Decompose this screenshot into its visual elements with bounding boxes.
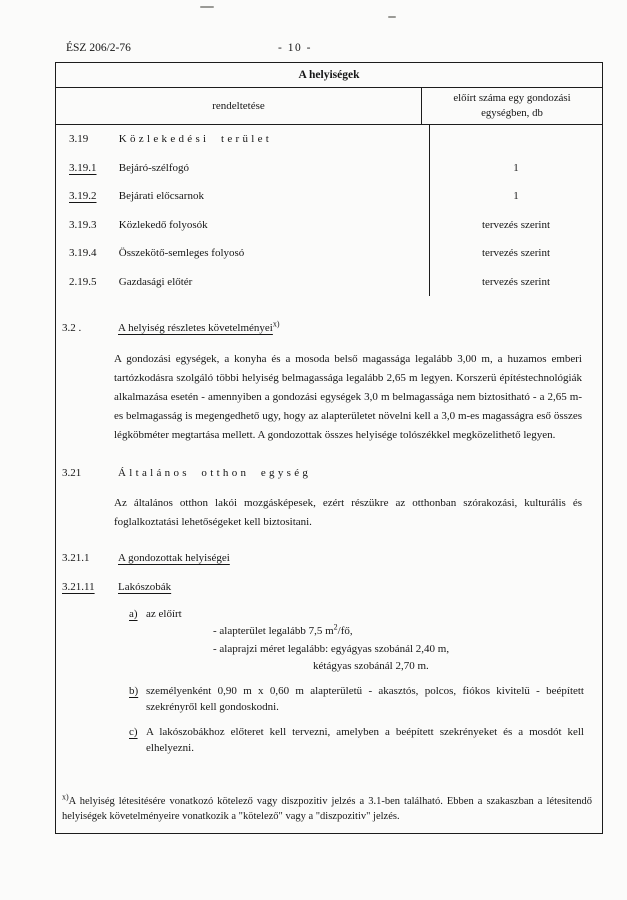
section-title: Lakószobák [118,581,172,594]
sub-item: - alaprajzi méret legalább: egyágyas szobánál 2,40 m, [213,642,450,655]
section-title: Általános otthon egység [118,466,312,479]
list-item-c [129,724,588,757]
row-purpose-cell [56,239,429,268]
doc-number: ÉSZ 206/2-76 [66,42,131,54]
section-number: 3.2 . [62,322,82,335]
row-value: 1 [513,190,519,203]
table-title: A helyiségek [56,63,602,88]
section-3-2-heading [62,320,588,337]
row-label: Gazdasági előtér [118,275,193,288]
row-label: Bejáró-szélfogó [118,161,189,174]
table-row [56,154,602,183]
section-number: 3.21.11 [62,581,95,594]
table-row [56,239,602,268]
section-number: 3.21.1 [62,551,90,564]
item-text: az előírt [146,607,182,620]
table-row [56,182,602,211]
section-3-21-heading [62,465,588,482]
footnote-text: A helyiség létesitésére vonatkozó kötelező vagy diszpozitiv jelzés a 3.1-ben található. Ebben a szakaszban a létesitendő helyiségek követelményeire vonatkozik a "kötelező" vagy a "diszpozitiv" jelzés. [62,795,592,823]
item-marker: c) [129,725,138,738]
page-number: - 10 - [278,42,312,54]
col-header-purpose: rendeltetése [212,100,265,113]
requirements-list [129,606,588,757]
row-value: tervezés szerint [481,275,551,288]
section-3-21-paragraph: Az általános otthon lakói mozgásképesek, ezért részükre az otthonban szórakozási, kulturális és foglalkoztatási lehetőségeket kell biztositani. [114,497,582,528]
row-label: Összekötő-semleges folyosó [118,247,245,260]
table-row [56,268,602,297]
row-number: 3.19 [69,133,89,146]
sub-item [213,623,588,640]
row-number: 3.19.4 [69,247,97,260]
section-number: 3.21 [62,466,82,479]
section-3-2-paragraph: A gondozási egységek, a konyha és a mosoda belső magassága legalább 3,00 m, a huzamos emberi tartózkodásra szolgáló többi helyiség belmagassága legalább 2,65 m legyen. Korszerü építéstechnológiák alkalmazása esetén - amennyiben a gondozási egységek 3,0 m belmagassága nem biztositható - a 2,65 m-es belmagasság is megengedhető ugy, hogy az alapterületet növelni kell a 3,0 m-es magasságra eső összes légköbméter megtartása mellett. A gondozottak összes helyisége tolószékkel megközelithető legyen. [114,352,582,441]
list-item-a [129,606,588,623]
row-value-cell [429,268,602,297]
row-number: 2.19.5 [69,275,97,288]
row-purpose-cell [56,268,429,297]
row-purpose-cell [56,182,429,211]
document-body [56,296,602,756]
footnote [56,788,602,834]
item-text: A lakószobákhoz előteret kell tervezni, amelyben a beépített szekrényeket és a mosdót kell elhelyezni. [146,725,584,755]
scan-artifact [388,16,396,18]
section-title: A gondozottak helyiségei [118,551,230,564]
row-purpose-cell [56,125,429,154]
sub-item-text: /fő, [337,625,353,638]
row-value-cell [429,154,602,183]
scan-artifact [200,6,214,8]
table-row [56,211,602,240]
sub-item-text: - alapterület legalább 7,5 m [213,625,334,638]
row-purpose-cell [56,154,429,183]
table-header-row [56,88,602,125]
row-number: 3.19.3 [69,218,97,231]
row-label: Bejárati előcsarnok [118,190,204,203]
row-value-cell [429,182,602,211]
table-row [56,125,602,154]
row-number: 3.19.2 [69,190,97,203]
superscript: 2 [333,622,338,632]
content-box [55,62,603,834]
row-value-cell [429,239,602,268]
col-header-quantity: előírt száma egy gondozási egységben, db [421,88,602,124]
section-title: A helyiség részletes követelményei [118,322,273,335]
row-value: 1 [513,161,519,174]
page-header [0,42,627,60]
item-text: személyenként 0,90 m x 0,60 m alapterületü - akasztós, polcos, fiókos kivitelü - beépített szekrényről kell gondoskodni. [146,684,584,714]
row-label: Közlekedő folyosók [118,218,208,231]
row-label: Közlekedési terület [118,133,273,146]
list-item-b [129,683,588,716]
row-value: tervezés szerint [481,218,551,231]
row-value: tervezés szerint [481,247,551,260]
row-number: 3.19.1 [69,161,97,174]
footnote-reference: x) [272,319,280,329]
table-rows [56,125,602,296]
row-value-cell [429,211,602,240]
sub-item-continuation: kétágyas szobánál 2,70 m. [313,660,429,673]
footnote-marker: x) [62,792,69,801]
row-purpose-cell [56,211,429,240]
row-value-cell [429,125,602,154]
section-3-21-11-heading [62,579,588,596]
item-marker: a) [129,607,138,620]
section-3-21-1-heading [62,550,588,567]
item-marker: b) [129,684,139,697]
